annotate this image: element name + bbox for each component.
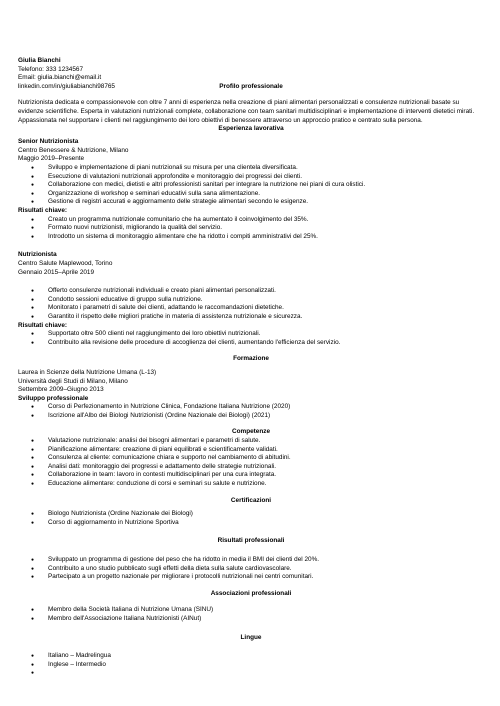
job-dates: Gennaio 2015–Aprile 2019	[18, 268, 95, 276]
list-item: ● Esecuzione di valutazioni nutrizionali approfondite e monitoraggio dei progressi dei clienti.	[18, 173, 484, 182]
list-item: ● Iscrizione all'Albo dei Biologi Nutrizionisti (Ordine Nazionale dei Biologi) (2021)	[18, 412, 484, 421]
list-item: ● Introdotto un sistema di monitoraggio alimentare che ha ridotto i compiti amministrativi del 25%.	[18, 233, 484, 242]
list-item: ● Collaborazione in team: lavoro in contesti multidisciplinari per una cura integrata.	[18, 471, 484, 480]
job-company: Centro Benessere & Nutrizione, Milano	[18, 146, 129, 154]
list-item: ● Creato un programma nutrizionale comunitario che ha aumentato il coinvolgimento del 35%.	[18, 216, 484, 225]
experience-heading: Esperienza lavorativa	[218, 124, 284, 132]
job-1	[18, 138, 484, 241]
list-item: ● Sviluppato un programma di gestione del peso che ha ridotto in media il BMI dei clienti del 20%.	[18, 556, 484, 565]
results-list	[18, 556, 484, 582]
list-item: ● Corso di aggiornamento in Nutrizione Sportiva	[18, 519, 484, 528]
education-school: Università degli Studi di Milano, Milano	[18, 377, 128, 385]
list-item: ● Italiano – Madrelingua	[18, 652, 484, 661]
certifications-list	[18, 510, 484, 527]
list-item: ● Biologo Nutrizionista (Ordine Nazionale dei Biologi)	[18, 510, 484, 519]
list-item: ● Consulenza al cliente: comunicazione chiara e supporto nel cambiamento di abitudini.	[18, 454, 484, 463]
contact-name: Giulia Bianchi	[18, 57, 61, 64]
contact-email: Email: giulia.bianchi@email.it	[18, 74, 102, 82]
associations-heading: Associazioni professionali	[210, 589, 292, 597]
associations-list	[18, 606, 484, 623]
list-item: ● Pianificazione alimentare: creazione di piani equilibrati e scientificamente validati.	[18, 446, 484, 455]
skills-heading: Competenze	[232, 428, 270, 436]
education-dates: Settembre 2009–Giugno 2013	[18, 386, 104, 394]
list-item: ● Organizzazione di workshop e seminari educativi sulla sana alimentazione.	[18, 190, 484, 199]
languages-list	[18, 652, 484, 678]
job-title: Senior Nutrizionista	[18, 138, 79, 146]
list-item: ● Collaborazione con medici, dietisti e altri professionisti sanitari per integrare la nutrizione nei piani di cura olistici.	[18, 181, 484, 190]
job-results	[18, 216, 484, 242]
contact-phone: Telefono: 333 1234567	[18, 65, 84, 73]
list-item: ● Inglese – Intermedio	[18, 661, 484, 670]
list-item: ● Membro della Società Italiana di Nutrizione Umana (SINU)	[18, 606, 484, 615]
list-item: ● Supportato oltre 500 clienti nel raggiungimento dei loro obiettivi nutrizionali.	[18, 330, 484, 339]
contact-linkedin: linkedin.com/in/giuliabianchi98765	[18, 82, 115, 90]
dev-list	[18, 403, 484, 420]
list-item: ● Partecipato a un progetto nazionale per migliorare i protocolli nutrizionali nei centri comunitari.	[18, 573, 484, 582]
list-item: ● Membro dell'Associazione Italiana Nutrizionisti (AINut)	[18, 615, 484, 624]
list-item: ● Contribuito a uno studio pubblicato sugli effetti della dieta sulla salute cardiovascolare.	[18, 565, 484, 574]
certifications-heading: Certificazioni	[230, 496, 272, 504]
dev-label: Sviluppo professionale	[18, 394, 89, 402]
job-duties	[18, 287, 484, 321]
list-item: ● Educazione alimentare: conduzione di corsi e seminari su salute e nutrizione.	[18, 480, 484, 489]
list-item: ● Corso di Perfezionamento in Nutrizione Clinica, Fondazione Italiana Nutrizione (2020)	[18, 403, 484, 412]
job-company: Centro Salute Maplewood, Torino	[18, 259, 113, 267]
results-label: Risultati chiave:	[18, 207, 68, 214]
job-results	[18, 330, 484, 347]
results-label: Risultati chiave:	[18, 321, 68, 329]
job-duties	[18, 164, 484, 207]
job-dates: Maggio 2019–Presente	[18, 155, 85, 163]
list-item: ● Gestione di registri accurati e aggiornamento delle strategie alimentari secondo le esigenze.	[18, 198, 484, 207]
list-item: ● Monitorato i parametri di salute dei clienti, adattando le raccomandazioni dietetiche.	[18, 304, 484, 313]
profile-text: Nutrizionista dedicata e compassionevole con oltre 7 anni di esperienza nella creazione di piani alimentari personalizzati e consulenze nutrizionali basate su evidenze scientifiche. Esperta in valutazioni nutrizionali complete, collaborazione con team sanitari multidisciplinari e implementazione di interventi dietetici mirati. Appassionata nel supportare i clienti nel raggiungimento dei loro obiettivi di benessere attraverso un approccio pratico e centrato sulla persona.	[18, 99, 475, 124]
list-item: ● Garantito il rispetto delle migliori pratiche in materia di assistenza nutrizionale e sicurezza.	[18, 313, 484, 322]
profile-heading: Profilo professionale	[219, 82, 283, 90]
list-item: ● Condotto sessioni educative di gruppo sulla nutrizione.	[18, 296, 484, 305]
list-item: ● Valutazione nutrizionale: analisi dei bisogni alimentari e parametri di salute.	[18, 437, 484, 446]
education-heading: Formazione	[233, 355, 269, 363]
job-title: Nutrizionista	[18, 251, 57, 259]
languages-heading: Lingue	[240, 633, 262, 641]
results-heading: Risultati professionali	[217, 537, 285, 545]
list-item	[18, 669, 484, 678]
education-degree: Laurea in Scienze della Nutrizione Umana (L-13)	[18, 368, 157, 376]
list-item: ● Formato nuovi nutrizionisti, migliorando la qualità del servizio.	[18, 224, 484, 233]
list-item: ● Analisi dati: monitoraggio dei progressi e adattamento delle strategie nutrizionali.	[18, 463, 484, 472]
job-2	[18, 251, 484, 347]
skills-list	[18, 437, 484, 489]
list-item: ● Contribuito alla revisione delle procedure di accoglienza dei clienti, aumentando l'efficienza del servizio.	[18, 339, 484, 348]
resume-page	[18, 57, 484, 678]
list-item: ● Offerto consulenze nutrizionali individuali e creato piani alimentari personalizzati.	[18, 287, 484, 296]
list-item: ● Sviluppo e implementazione di piani nutrizionali su misura per una clientela diversificata.	[18, 164, 484, 173]
